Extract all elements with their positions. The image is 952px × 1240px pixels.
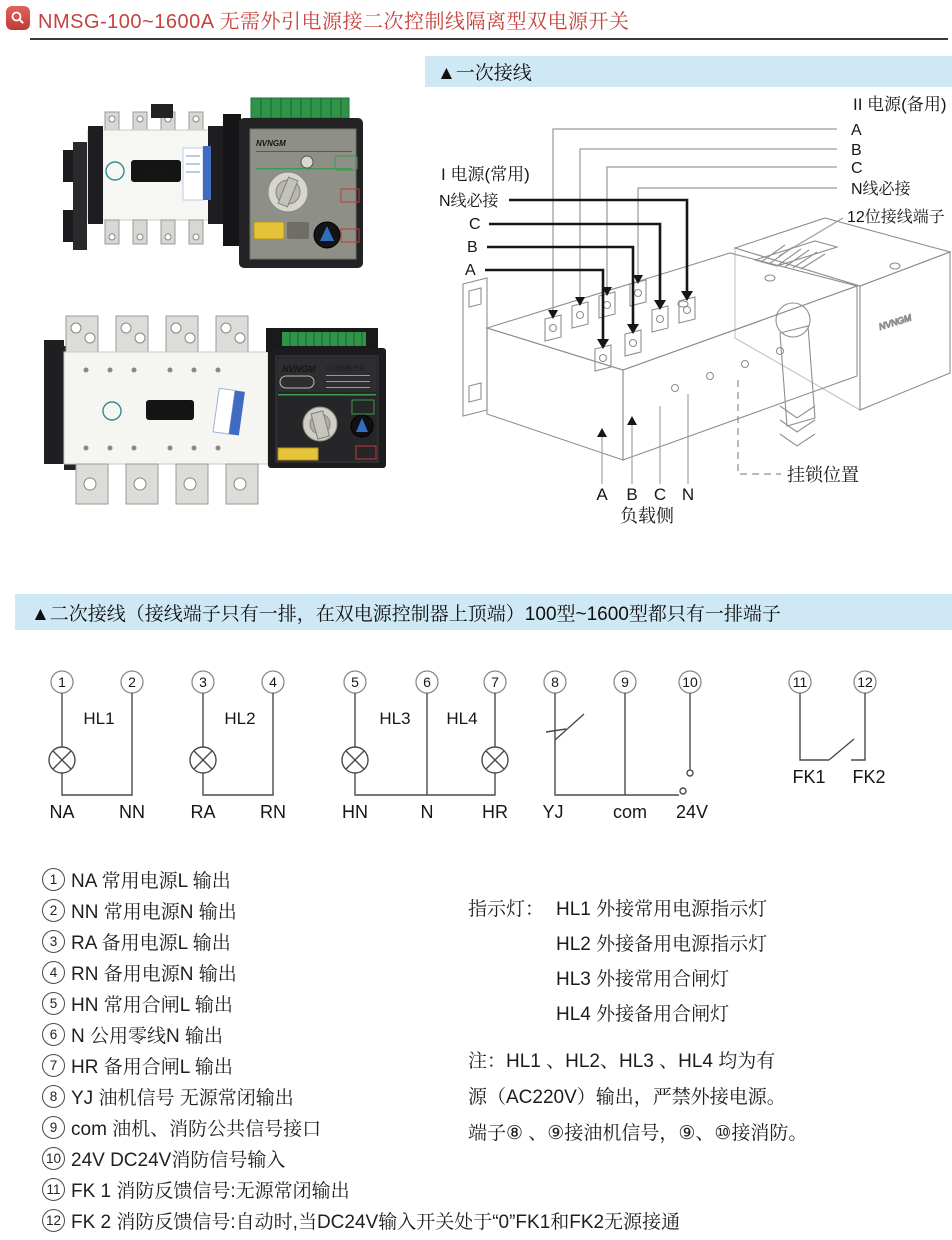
controller-100a [223, 98, 363, 268]
primary-wiring-title: ▲一次接线 [437, 63, 532, 84]
circled-number: 5 [42, 992, 65, 1015]
source1-terminals [595, 297, 695, 371]
circled-number: 10 [42, 1147, 65, 1170]
padlock-pointer [738, 380, 781, 474]
primary-wiring-header [425, 56, 952, 87]
source2-terminals [545, 280, 646, 341]
list-item [42, 1205, 680, 1236]
circled-number: 8 [42, 1085, 65, 1108]
product-photo-100a [55, 72, 365, 307]
load-side-wires [602, 394, 688, 484]
terminal-circles [51, 671, 876, 693]
source2-c-label: C [851, 160, 863, 177]
note-line-2: 源（AC220V）输出，严禁外接电源。 [468, 1087, 786, 1108]
rating-label-250a: 250A [155, 403, 185, 417]
source1-label: I 电源(常用) [441, 165, 530, 184]
svg-text:HL4: HL4 [446, 709, 478, 728]
source1-n-label: N线必接 [439, 193, 499, 210]
yellow-button [278, 448, 318, 460]
controller-250a [266, 328, 386, 468]
yellow-button [254, 222, 284, 239]
load-b-label: B [626, 485, 638, 504]
list-item-text: N 公用零线N 输出 [71, 1026, 224, 1047]
indicator-label: 指示灯： [468, 899, 545, 920]
circled-number: 9 [42, 1116, 65, 1139]
circled-number: 1 [42, 868, 65, 891]
svg-text:10: 10 [682, 674, 698, 690]
primary-wiring-diagram [425, 88, 952, 558]
list-item-text: 24V DC24V消防信号输入 [71, 1150, 286, 1171]
svg-text:HR: HR [482, 802, 508, 822]
indicator-line-hl3: HL3 外接常用合闸灯 [556, 969, 730, 990]
circled-number: 2 [42, 899, 65, 922]
circled-number: 7 [42, 1054, 65, 1077]
title-divider [30, 38, 948, 40]
list-item-text: FK 2 消防反馈信号:自动时,当DC24V输入开关处于“0”FK1和FK2无源接通 [71, 1212, 681, 1233]
caution-note [468, 1044, 807, 1152]
terminal-block-label: 12位接线端子 [847, 209, 945, 226]
svg-text:8: 8 [551, 674, 559, 690]
list-item-text: com 油机、消防公共信号接口 [71, 1119, 322, 1140]
indicator-lines [556, 892, 767, 1032]
list-item-text: NA 常用电源L 输出 [71, 871, 231, 892]
list-item-text: RA 备用电源L 输出 [71, 933, 231, 954]
load-a-label: A [596, 485, 608, 504]
source1-c-label: C [469, 216, 481, 233]
product-photo-250a [20, 312, 450, 530]
indicator-line-hl1: HL1 外接常用电源指示灯 [556, 899, 768, 920]
brand-label: NVNGM [282, 364, 316, 374]
svg-text:YJ: YJ [542, 802, 564, 822]
source2-n-label: N线必接 [851, 181, 911, 198]
switch-body-250a [44, 316, 268, 504]
svg-text:NA: NA [49, 802, 75, 822]
source2-a-label: A [851, 122, 862, 139]
svg-text:24V: 24V [675, 802, 709, 822]
terminal-strip-green [282, 332, 366, 346]
svg-text:2: 2 [128, 674, 136, 690]
secondary-wiring-diagram [0, 652, 952, 830]
svg-text:5: 5 [351, 674, 359, 690]
svg-text:RN: RN [260, 802, 286, 822]
svg-text:11: 11 [792, 674, 808, 690]
rating-label-100a: 100A [140, 164, 172, 179]
list-item-text: HN 常用合闸L 输出 [71, 995, 233, 1016]
svg-text:6: 6 [423, 674, 431, 690]
lamp-names [83, 709, 477, 728]
source2-b-label: B [851, 142, 862, 159]
operating-handle [776, 303, 815, 446]
svg-text:3: 3 [199, 674, 207, 690]
note-line-1: 注：HL1 、HL2、HL3 、HL4 均为有 [468, 1051, 776, 1072]
ats-isometric-drawing [463, 218, 950, 460]
magnifier-icon [6, 6, 30, 30]
circled-number: 11 [42, 1178, 65, 1201]
secondary-wiring-title: ▲二次接线（接线端子只有一排，在双电源控制器上顶端）100型~1600型都只有一排端子 [31, 603, 781, 625]
load-c-label: C [653, 485, 667, 504]
circled-number: 12 [42, 1209, 65, 1232]
svg-text:FK1: FK1 [792, 767, 826, 787]
svg-text:FK2: FK2 [852, 767, 886, 787]
svg-text:9: 9 [621, 674, 629, 690]
circled-number: 6 [42, 1023, 65, 1046]
brand-engraving: NVNGM [877, 312, 913, 332]
load-side-label: 负载侧 [620, 506, 674, 526]
indicator-line-hl2: HL2 外接备用电源指示灯 [556, 934, 768, 955]
list-item-text: YJ 油机信号 无源常闭输出 [71, 1088, 294, 1109]
list-item-text: NN 常用电源N 输出 [71, 902, 237, 923]
source1-b-label: B [467, 239, 478, 256]
padlock-label: 挂锁位置 [787, 465, 859, 485]
list-item [42, 1174, 680, 1205]
terminal-numbers [58, 674, 873, 690]
list-item-text: HR 备用合闸L 输出 [71, 1057, 233, 1078]
source2-wires [553, 129, 843, 311]
note-line-3: 端子⑧ 、⑨接油机信号，⑨、⑩接消防。 [468, 1123, 808, 1144]
svg-text:12: 12 [857, 674, 873, 690]
list-item-text: FK 1 消防反馈信号:无源常闭输出 [71, 1181, 350, 1202]
brand-label: NVNGM [256, 139, 286, 148]
svg-text:7: 7 [491, 674, 499, 690]
load-arrowheads [597, 416, 637, 437]
svg-text:HL1: HL1 [83, 709, 115, 728]
load-d-label: N [681, 485, 695, 504]
secondary-wiring-header [15, 594, 952, 630]
switch-body-100a [63, 104, 223, 250]
list-item-text: RN 备用电源N 输出 [71, 964, 237, 985]
svg-text:HN: HN [342, 802, 368, 822]
circled-number: 3 [42, 930, 65, 953]
svg-text:com: com [612, 802, 648, 822]
page-title: NMSG-100~1600A 无需外引电源接二次控制线隔离型双电源开关 [38, 11, 630, 33]
indicator-notes [468, 892, 767, 1032]
source2-label: II 电源(备用) [853, 95, 947, 114]
list-item [42, 864, 680, 895]
source1-a-label: A [465, 262, 476, 279]
lamp-symbols [49, 747, 693, 794]
svg-text:HL3: HL3 [379, 709, 411, 728]
terminal-strip-12pos [755, 241, 837, 269]
svg-text:NN: NN [119, 802, 145, 822]
circled-number: 4 [42, 961, 65, 984]
indicator-line-hl4: HL4 外接备用合闸灯 [556, 1004, 730, 1025]
svg-text:RA: RA [190, 802, 216, 822]
svg-text:1: 1 [58, 674, 66, 690]
terminal-strip-green [251, 98, 349, 118]
source2-arrowheads [548, 275, 643, 319]
svg-text:N: N [420, 802, 434, 822]
svg-text:4: 4 [269, 674, 277, 690]
svg-text:HL2: HL2 [224, 709, 256, 728]
controller-type-label: 自动转换开关 [326, 365, 365, 372]
